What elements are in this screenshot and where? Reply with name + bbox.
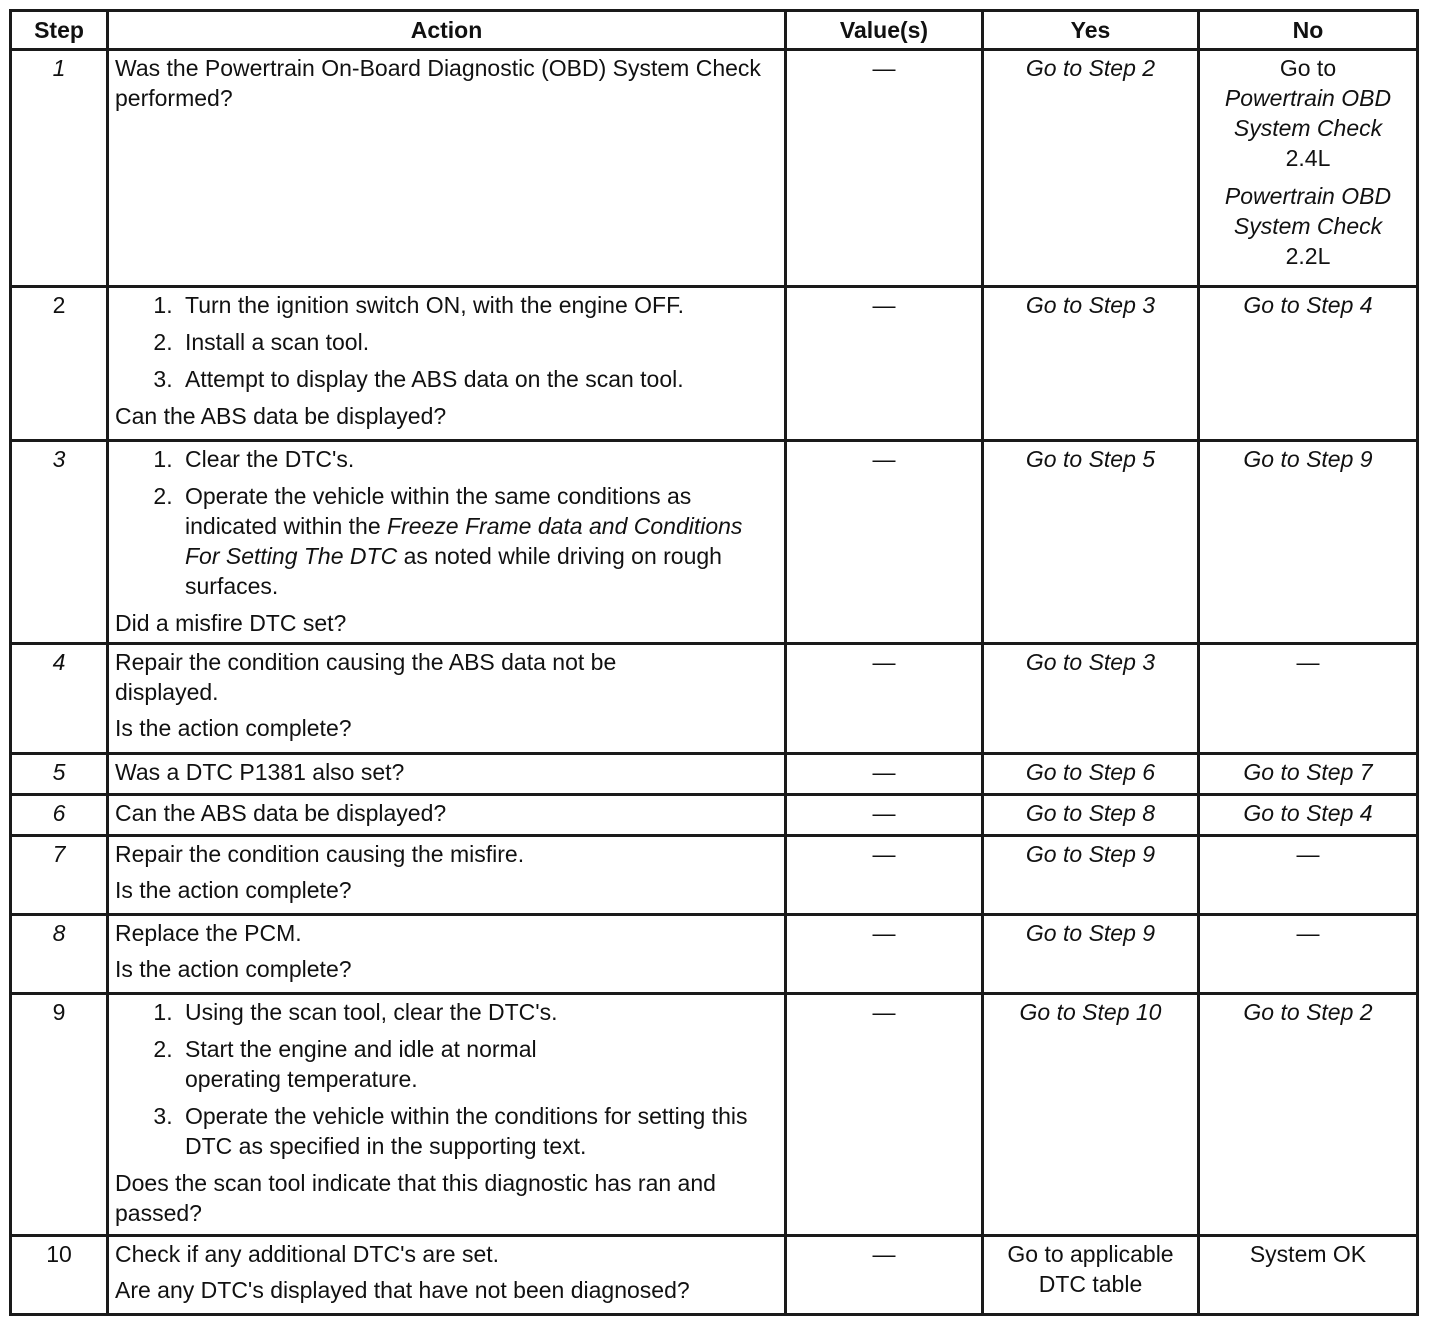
value-cell: —	[786, 754, 983, 795]
table-row	[11, 795, 1418, 836]
yes-cell: Go to Step 6	[983, 754, 1199, 795]
action-step-reference: Freeze Frame data and Conditions For Setting The DTC	[185, 513, 743, 569]
no-cell: Go to Step 7	[1199, 754, 1418, 795]
action-cell	[108, 836, 786, 915]
yes-cell: Go to Step 8	[983, 795, 1199, 836]
action-steps	[115, 997, 778, 1161]
step-number: 6	[11, 795, 108, 836]
action-cell	[108, 1236, 786, 1315]
action-step-text: Operate the vehicle within the same conditions as indicated within the	[185, 483, 692, 539]
diagnostic-table	[9, 9, 1419, 1316]
table-row	[11, 836, 1418, 915]
no-cell: Go to Step 9	[1199, 441, 1418, 644]
table-row	[11, 754, 1418, 795]
value-cell: —	[786, 836, 983, 915]
action-step: 3. Operate the vehicle within the conditions for setting this DTC as specified in the supporting text.	[179, 1101, 778, 1161]
value-cell: —	[786, 795, 983, 836]
header-action: Action	[108, 11, 786, 50]
action-step	[179, 481, 778, 601]
action-question: Is the action complete?	[115, 715, 352, 741]
table-row	[11, 1236, 1418, 1315]
yes-cell: Go to Step 9	[983, 836, 1199, 915]
step-number: 3	[11, 441, 108, 644]
action-step: 1. Clear the DTC's.	[179, 444, 778, 474]
step-number: 1	[11, 50, 108, 287]
action-text: Replace the PCM.	[115, 920, 302, 946]
action-cell	[108, 441, 786, 644]
action-question: Was a DTC P1381 also set?	[108, 754, 786, 795]
value-cell: —	[786, 1236, 983, 1315]
step-number: 7	[11, 836, 108, 915]
no-go-to: Go to	[1279, 55, 1337, 81]
value-cell: —	[786, 644, 983, 754]
header-row	[11, 11, 1418, 50]
value-cell: —	[786, 50, 983, 287]
step-number: 10	[11, 1236, 108, 1315]
action-question: Can the ABS data be displayed?	[108, 795, 786, 836]
yes-cell: Go to Step 3	[983, 644, 1199, 754]
table-row	[11, 915, 1418, 994]
no-engine-22: 2.2L	[1285, 243, 1331, 269]
action-question: Are any DTC's displayed that have not been diagnosed?	[115, 1277, 690, 1303]
value-cell: —	[786, 441, 983, 644]
action-step: 1. Turn the ignition switch ON, with the engine OFF.	[179, 290, 778, 320]
header-yes: Yes	[983, 11, 1199, 50]
no-cell: —	[1199, 836, 1418, 915]
action-cell	[108, 287, 786, 441]
action-question: Does the scan tool indicate that this diagnostic has ran and passed?	[115, 1170, 716, 1226]
yes-cell: Go to Step 5	[983, 441, 1199, 644]
no-cell: —	[1199, 644, 1418, 754]
action-text: Repair the condition causing the misfire.	[115, 841, 525, 867]
no-engine-24: 2.4L	[1285, 145, 1331, 171]
action-step: 1. Using the scan tool, clear the DTC's.	[179, 997, 778, 1027]
no-cell: Go to Step 4	[1199, 795, 1418, 836]
action-question: Is the action complete?	[115, 956, 352, 982]
action-question: Can the ABS data be displayed?	[115, 403, 447, 429]
table-row	[11, 644, 1418, 754]
action-cell	[108, 994, 786, 1236]
yes-cell: Go to Step 3	[983, 287, 1199, 441]
no-cell	[1199, 50, 1418, 287]
yes-cell: Go to Step 2	[983, 50, 1199, 287]
no-link-obd-check-22: Powertrain OBD System Check	[1224, 183, 1392, 239]
header-step: Step	[11, 11, 108, 50]
no-cell: System OK	[1199, 1236, 1418, 1315]
no-link-obd-check-24: Powertrain OBD System Check	[1224, 85, 1392, 141]
action-cell	[108, 644, 786, 754]
action-question: Is the action complete?	[115, 877, 352, 903]
table-row	[11, 441, 1418, 644]
yes-cell: Go to Step 9	[983, 915, 1199, 994]
action-text: Repair the condition causing the ABS data not be displayed.	[115, 649, 617, 705]
action-text: Check if any additional DTC's are set.	[115, 1241, 500, 1267]
action-cell	[108, 50, 786, 287]
action-step: 3. Attempt to display the ABS data on the scan tool.	[179, 364, 778, 394]
no-cell: Go to Step 2	[1199, 994, 1418, 1236]
yes-cell: Go to Step 10	[983, 994, 1199, 1236]
table-row	[11, 50, 1418, 287]
step-number: 5	[11, 754, 108, 795]
table-row	[11, 994, 1418, 1236]
value-cell: —	[786, 915, 983, 994]
action-question: Did a misfire DTC set?	[115, 610, 347, 636]
step-number: 9	[11, 994, 108, 1236]
table-row	[11, 287, 1418, 441]
action-step: 2. Start the engine and idle at normal operating temperature.	[179, 1034, 585, 1094]
action-step: 2. Install a scan tool.	[179, 327, 778, 357]
value-cell: —	[786, 994, 983, 1236]
action-cell	[108, 915, 786, 994]
action-steps	[115, 290, 778, 394]
yes-cell: Go to applicable DTC table	[983, 1236, 1199, 1315]
value-cell: —	[786, 287, 983, 441]
step-number: 4	[11, 644, 108, 754]
header-no: No	[1199, 11, 1418, 50]
no-cell: Go to Step 4	[1199, 287, 1418, 441]
step-number: 2	[11, 287, 108, 441]
step-number: 8	[11, 915, 108, 994]
header-values: Value(s)	[786, 11, 983, 50]
action-steps	[115, 444, 778, 601]
no-cell: —	[1199, 915, 1418, 994]
action-step-text: as noted while driving on rough surfaces.	[185, 543, 722, 599]
action-question: Was the Powertrain On-Board Diagnostic (OBD) System Check performed?	[115, 55, 761, 111]
